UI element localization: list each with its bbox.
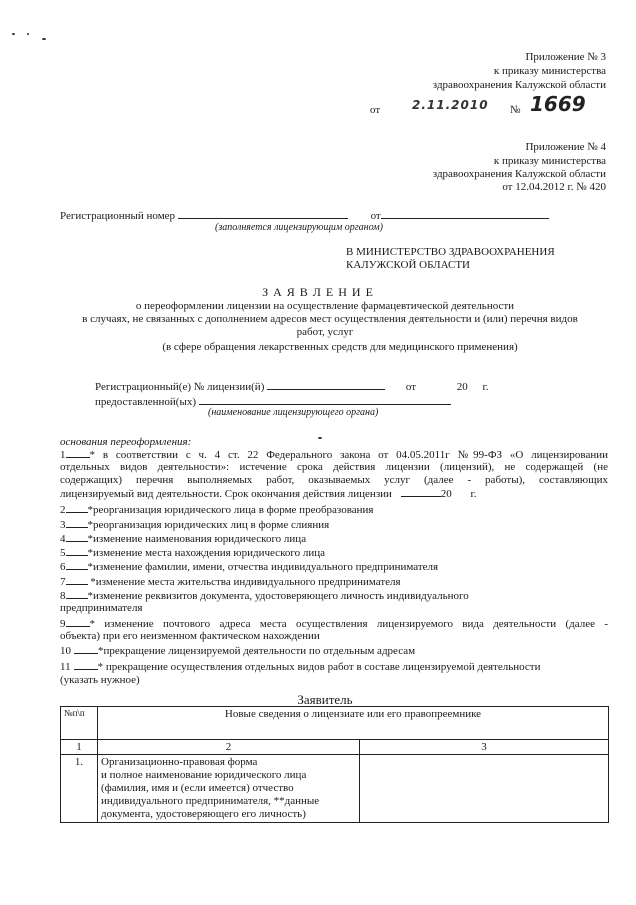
license-from-label: от xyxy=(405,381,417,393)
ground-item-2 xyxy=(60,503,608,517)
ground-item-9-text: * изменение почтового адреса места осуществления лицензируемого вида деятельности (далее - xyxy=(89,618,608,630)
applicant-row1-label xyxy=(98,755,360,823)
license-provided-label: предоставленной(ых) xyxy=(95,396,196,408)
ground-item-11-text: * прекращение осуществления отдельных видов работ в составе лицензируемой деятельности xyxy=(97,661,541,673)
ground-item-1-line2: отдельных видов деятельности»: истечение срока действия лицензии (лицензий), не содержащей (не xyxy=(60,461,608,473)
ground-item-4 xyxy=(60,532,608,546)
license-year-prefix: 20 xyxy=(456,381,468,393)
addressee-line2: КАЛУЖСКОЙ ОБЛАСТИ xyxy=(346,259,470,271)
ground-item-9 xyxy=(60,617,608,631)
ground-item-1-year: 20 xyxy=(440,488,452,500)
scan-speck xyxy=(42,38,46,40)
ground-item-11-num: 11 xyxy=(60,661,71,673)
ground-item-1-line4-wrap xyxy=(60,487,608,501)
ground-item-2-num: 2 xyxy=(60,504,66,516)
ground-item-4-num: 4 xyxy=(60,533,66,545)
applicant-col2-header: Новые сведения о лицензиате или его правопреемнике xyxy=(98,707,609,740)
registration-label: Регистрационный номер xyxy=(60,210,176,222)
ground-item-3-checkbox[interactable] xyxy=(66,518,88,528)
applicant-table-header-row xyxy=(61,707,609,740)
document-title: З А Я В Л Е Н И Е xyxy=(262,285,374,299)
ground-item-8-text: *изменение реквизитов документа, удостоверяющего личность индивидуального xyxy=(87,590,469,602)
registration-date-field[interactable] xyxy=(381,208,549,219)
appendix3-line1: к приказу министерства xyxy=(493,65,606,77)
ground-item-1-line1: * в соответствии с ч. 4 ст. 22 Федерального закона от 04.05.2011г №99-ФЗ «О лицензировании xyxy=(89,449,608,461)
ground-item-5-checkbox[interactable] xyxy=(66,546,88,556)
applicant-row1-line1: Организационно-правовая форма xyxy=(101,756,258,768)
license-number-field[interactable] xyxy=(267,379,385,390)
ground-item-3 xyxy=(60,518,608,532)
applicant-colnum-3: 3 xyxy=(360,740,609,755)
license-year-suffix: г. xyxy=(482,381,489,393)
applicant-colnum-1: 1 xyxy=(61,740,98,755)
ground-item-7-num: 7 xyxy=(60,576,66,588)
ground-item-1 xyxy=(60,448,608,462)
applicant-row1-line4: индивидуального предпринимателя, **данные xyxy=(101,795,320,807)
ground-item-5-text: *изменение места нахождения юридического лица xyxy=(87,547,325,559)
ground-item-9-checkbox[interactable] xyxy=(66,617,90,627)
ground-item-9-line2: объекта) при его неизменном фактическом нахождении xyxy=(60,630,320,642)
ground-item-4-text: *изменение наименования юридического лица xyxy=(87,533,307,545)
appendix4-line1: к приказу министерства xyxy=(493,155,606,167)
appendix3-date-handwritten: 2.11.2010 xyxy=(412,98,489,112)
applicant-row1-line2: и полное наименование юридического лица xyxy=(101,769,307,781)
applicant-row1-line5: документа, удостоверяющего его личность) xyxy=(101,808,306,820)
ground-item-10-text: *прекращение лицензируемой деятельности по отдельным адресам xyxy=(98,645,416,657)
ground-item-7 xyxy=(60,575,608,589)
heading-line1: о переоформлении лицензии на осуществление фармацевтической деятельности xyxy=(135,300,515,312)
ground-item-6-text: *изменение фамилии, имени, отчества индивидуального предпринимателя xyxy=(87,561,439,573)
ground-item-7-checkbox[interactable] xyxy=(66,575,88,585)
ground-item-3-text: *реорганизация юридических лиц в форме слияния xyxy=(87,519,330,531)
license-provided-field[interactable] xyxy=(199,394,451,405)
grounds-heading: основания переоформления: xyxy=(60,436,192,448)
appendix4-line2: здравоохранения Калужской области xyxy=(432,168,606,180)
ground-item-11 xyxy=(60,660,608,674)
applicant-colnum-2: 2 xyxy=(98,740,360,755)
ground-item-1-expiry-field[interactable] xyxy=(401,487,441,497)
ground-item-1-year-suffix: г. xyxy=(470,488,477,500)
ground-item-6-checkbox[interactable] xyxy=(66,560,88,570)
registration-number-field[interactable] xyxy=(178,208,348,219)
grounds-note: (указать нужное) xyxy=(60,674,140,686)
heading-line4: (в сфере обращения лекарственных средств для медицинского применения) xyxy=(162,341,518,353)
ground-item-1-line4: лицензируемый вид деятельности. Срок окончания действия лицензии xyxy=(60,488,392,500)
applicant-row1-value-field[interactable] xyxy=(360,755,609,823)
appendix3-from-label: от xyxy=(370,104,381,116)
ground-item-1-checkbox[interactable] xyxy=(66,448,90,458)
ground-item-10-checkbox[interactable] xyxy=(74,644,98,654)
scan-speck xyxy=(12,33,15,35)
appendix3-number-handwritten: 1669 xyxy=(530,92,586,116)
registration-note: (заполняется лицензирующим органом) xyxy=(215,222,383,233)
applicant-title: Заявитель xyxy=(297,692,353,707)
ground-item-4-checkbox[interactable] xyxy=(66,532,88,542)
ground-item-7-text: *изменение места жительства индивидуального предпринимателя xyxy=(90,576,401,588)
ground-item-5 xyxy=(60,546,608,560)
ground-item-10-num: 10 xyxy=(60,645,71,657)
ground-item-8 xyxy=(60,589,608,603)
ground-item-5-num: 5 xyxy=(60,547,66,559)
ground-item-6 xyxy=(60,560,608,574)
ground-item-10 xyxy=(60,644,608,658)
heading-line2: в случаях, не связанных с дополнением адресов мест осуществления деятельности и (или) перечня видов xyxy=(82,313,578,325)
applicant-row1-line3: (фамилия, имя и (если имеется) отчество xyxy=(101,782,294,794)
appendix4-title: Приложение № 4 xyxy=(525,141,606,153)
ground-item-9-num: 9 xyxy=(60,618,66,630)
applicant-table-number-row xyxy=(61,740,609,755)
ground-item-8-line2: предпринимателя xyxy=(60,602,143,614)
registration-from-label: от xyxy=(370,210,381,222)
applicant-col1-header: №п\п xyxy=(61,707,98,740)
appendix3-number-label: № xyxy=(510,104,521,116)
ground-item-6-num: 6 xyxy=(60,561,66,573)
appendix3-line2: здравоохранения Калужской области xyxy=(432,79,606,91)
addressee-line1: В МИНИСТЕРСТВО ЗДРАВООХРАНЕНИЯ xyxy=(346,246,555,258)
appendix3-title: Приложение № 3 xyxy=(525,51,606,63)
applicant-table-row xyxy=(61,755,609,823)
license-number-label: Регистрационный(е) № лицензии(й) xyxy=(95,381,265,393)
ground-item-1-line3: содержащих) перечня выполняемых работ, оказываемых услуг (далее - работы), составляющих xyxy=(60,474,608,486)
ground-item-11-checkbox[interactable] xyxy=(74,660,98,670)
ground-item-1-num: 1 xyxy=(60,449,66,461)
ground-item-8-checkbox[interactable] xyxy=(66,589,88,599)
applicant-row1-num: 1. xyxy=(61,755,98,823)
appendix4-line3: от 12.04.2012 г. № 420 xyxy=(502,181,606,193)
heading-line3: работ, услуг xyxy=(296,326,354,338)
scan-speck xyxy=(318,437,322,439)
license-provided-note: (наименование лицензирующего органа) xyxy=(208,407,379,418)
ground-item-3-num: 3 xyxy=(60,519,66,531)
ground-item-2-checkbox[interactable] xyxy=(66,503,88,513)
ground-item-2-text: *реорганизация юридического лица в форме преобразования xyxy=(87,504,374,516)
scan-speck xyxy=(27,33,29,35)
applicant-table xyxy=(60,706,609,823)
ground-item-8-num: 8 xyxy=(60,590,66,602)
